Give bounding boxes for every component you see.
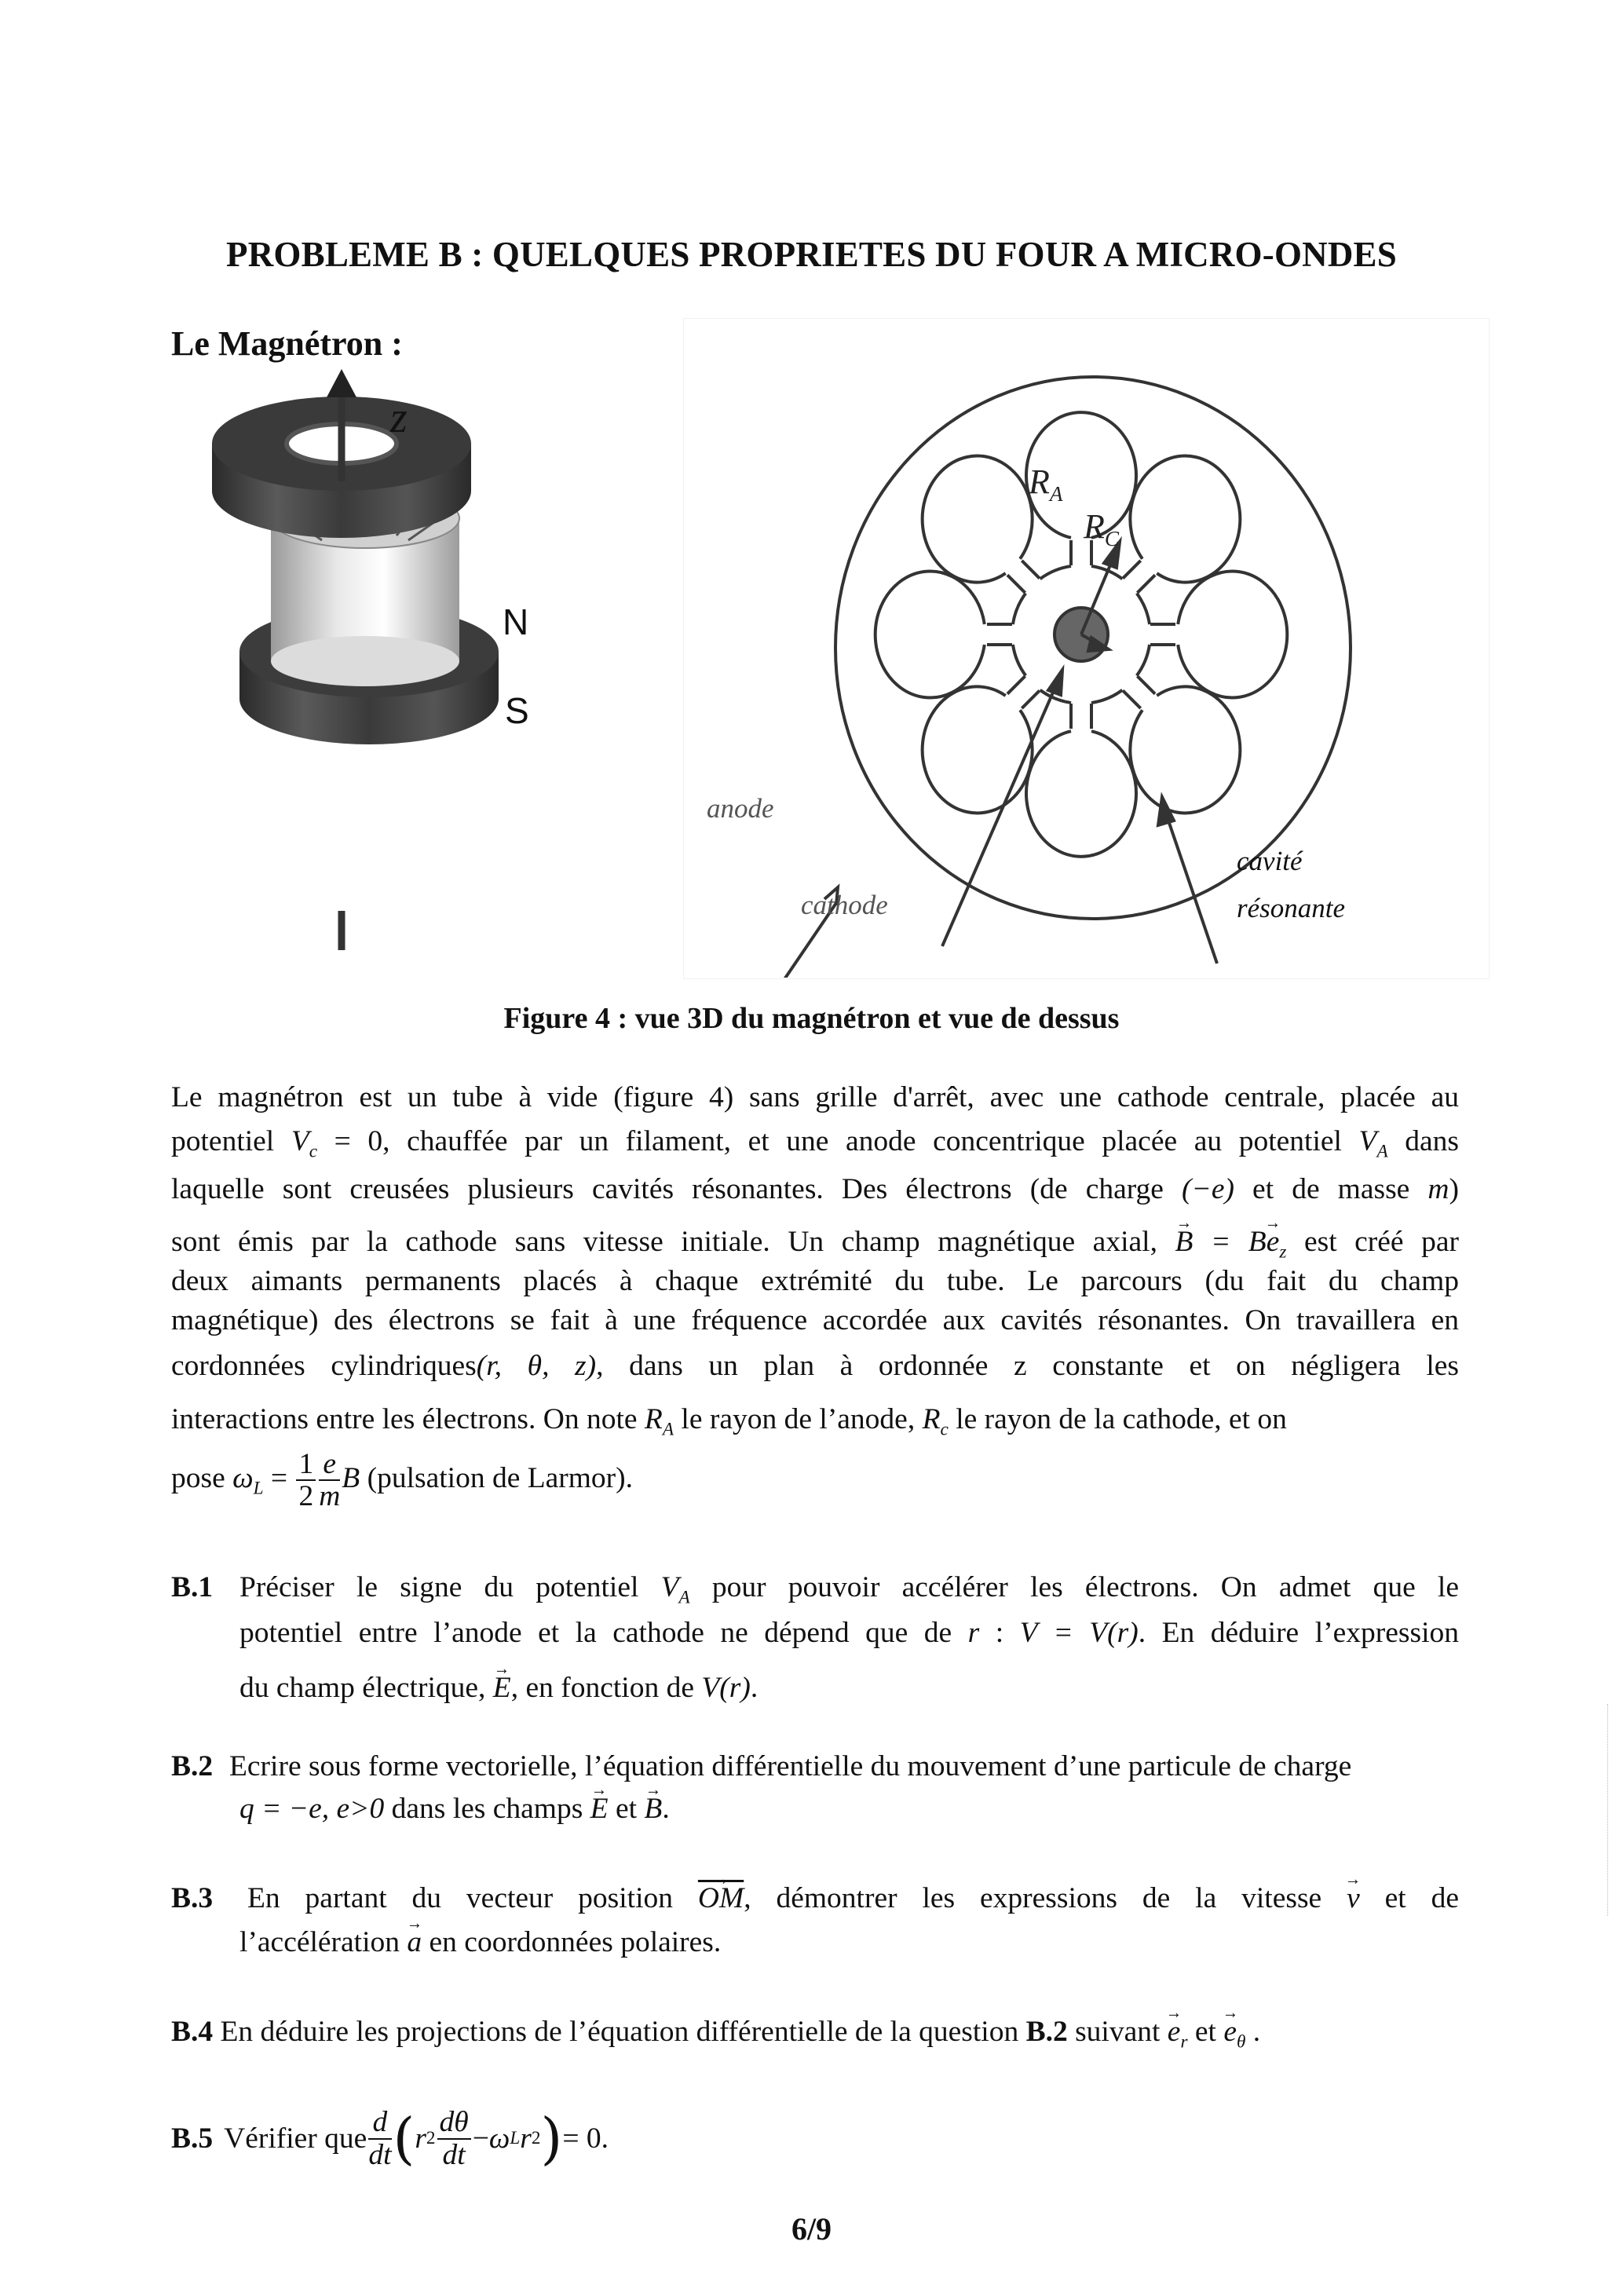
section-subtitle: Le Magnétron : <box>171 324 403 363</box>
question-b3-line-1: En partant du vecteur position → $\overline{OM}$, démontrer les expressions de la vitesse → v et de <box>247 1881 1459 1915</box>
resonant-cavity <box>1178 572 1287 698</box>
magnetron-3d-figure <box>204 369 534 966</box>
cavity-slot-wall <box>1022 690 1040 708</box>
intro-line-7: cordonnées cylindriques(r, θ, z), dans un plan à ordonnée z constante et on négligera les <box>171 1350 1460 1382</box>
fraction-e-over-m: $\frac{e}{m}$ <box>319 1448 341 1513</box>
resonant-cavity <box>1026 731 1136 857</box>
question-label: B.1 <box>171 1571 214 1603</box>
intro-line-3: laquelle sont creusées plusieurs cavités résonantes. Des électrons (de charge (−e) et de masse m) <box>171 1173 1460 1205</box>
question-b2-line-1: Ecrire sous forme vectorielle, l’équation différentielle du mouvement d’une particule de charge <box>229 1750 1352 1782</box>
question-b1-line-3: du champ électrique, → E, en fonction de V(r). <box>239 1671 758 1705</box>
intro-line-1: Le magnétron est un tube à vide (figure 4) sans grille d'arrêt, avec une cathode centrale, placée au <box>171 1081 1459 1113</box>
question-b5-line-1: B.5 Vérifier que $\frac{d}{dt}$ ( r 2 $\frac{d\theta}{dt}$ − ω L r 2 ) = 0. <box>171 2106 609 2171</box>
anode-bore-arc <box>1013 645 1025 675</box>
cavity-slot-wall <box>1123 561 1141 579</box>
resonant-cavity <box>875 572 985 698</box>
scan-margin-artifact <box>1607 1704 1609 1916</box>
problem-title: PROBLEME B : QUELQUES PROPRIETES DU FOUR A MICRO-ONDES <box>226 235 1397 274</box>
question-label: B.5 <box>171 2122 214 2155</box>
magnetron-top-view-diagram <box>683 318 1488 978</box>
intro-line-5: deux aimants permanents placés à chaque extrémité du tube. Le parcours (du fait du champ <box>171 1265 1459 1297</box>
cavity-slot-wall <box>1022 561 1040 579</box>
question-b3-line-2: l’accélération → a en coordonnées polaires. <box>239 1925 721 1959</box>
cavity-slot-wall <box>1123 690 1141 708</box>
resonant-cavity <box>1130 456 1240 583</box>
magnetron-top-view <box>683 318 1488 978</box>
intro-line-4: sont émis par la cathode sans vitesse initiale. Un champ magnétique axial, → $B = B\to e_z$ est créé par <box>171 1225 1459 1263</box>
anode-bore-arc <box>1040 566 1071 579</box>
question-label: B.2 <box>171 1750 214 1782</box>
north-pole-label: N <box>503 601 529 642</box>
cavity-slot-wall <box>1137 575 1155 593</box>
intro-line-9-larmor: pose $\omega_L$ = $\frac{1}{2}$ $\frac{e}{m}$ B (pulsation de Larmor). <box>171 1448 634 1513</box>
magnetron-3d-illustration <box>204 369 534 966</box>
intro-line-6: magnétique) des électrons se fait à une fréquence accordée aux cavités résonantes. On travaillera en <box>171 1304 1459 1336</box>
intro-line-2: potentiel $V_c = 0$, chauffée par un filament, et une anode concentrique placée au potentiel $V_A$ dans <box>171 1125 1459 1162</box>
cathode-label: cathode <box>801 890 888 920</box>
anode-label: anode <box>707 793 774 824</box>
cavity-slot-wall <box>1137 676 1155 694</box>
fraction-d-dt: $\frac{d}{dt}$ <box>368 2106 392 2171</box>
page-number: 6/9 <box>791 2211 832 2247</box>
question-b1-line-1: Préciser le signe du potentiel $V_A$ pour pouvoir accélérer les électrons. On admet que le <box>239 1571 1459 1608</box>
anode-bore-arc <box>1137 645 1150 675</box>
fraction-one-half: $\frac{1}{2}$ <box>296 1449 316 1512</box>
cavity-label-line1: cavité <box>1237 846 1303 876</box>
z-axis-label: z <box>390 393 408 442</box>
close-paren: ) <box>540 2106 563 2171</box>
question-label: B.3 <box>171 1882 214 1914</box>
ra-label: $R_A$ <box>1029 462 1063 506</box>
cavity-slot-wall <box>1007 676 1025 694</box>
resonant-cavity <box>923 686 1033 813</box>
intro-line-8: interactions entre les électrons. On note $R_A$ le rayon de l’anode, $R_c$ le rayon de la cathode, et on <box>171 1403 1287 1440</box>
cavity-label-line2: résonante <box>1237 893 1346 923</box>
question-b1-line-2: potentiel entre l’anode et la cathode ne dépend que de r : V = V(r). En déduire l’expression <box>239 1617 1459 1649</box>
resonant-cavity <box>1130 686 1240 813</box>
question-b2-line-2: q = −e, e>0 dans les champs → E et → B. <box>239 1792 670 1826</box>
anode-bore-arc <box>1091 690 1122 703</box>
rc-label: $R_C$ <box>1084 507 1120 550</box>
south-pole-label: S <box>505 690 529 731</box>
question-reference: B.2 <box>1025 2016 1068 2048</box>
question-b4-line-1: B.4 En déduire les projections de l’équation différentielle de la question B.2 suivant → $e_r$ et → $e_\theta$ . <box>171 2015 1260 2053</box>
figure-caption: Figure 4 : vue 3D du magnétron et vue de dessus <box>503 1002 1120 1035</box>
open-paren: ( <box>393 2106 415 2171</box>
resonant-cavity <box>923 456 1033 583</box>
fraction-dtheta-dt: $\frac{d\theta}{dt}$ <box>437 2107 471 2170</box>
cavity-slot-wall <box>1007 575 1025 593</box>
anode-bore-arc <box>1013 594 1025 624</box>
question-label: B.4 <box>171 2016 214 2048</box>
anode-bore-arc <box>1137 594 1150 624</box>
